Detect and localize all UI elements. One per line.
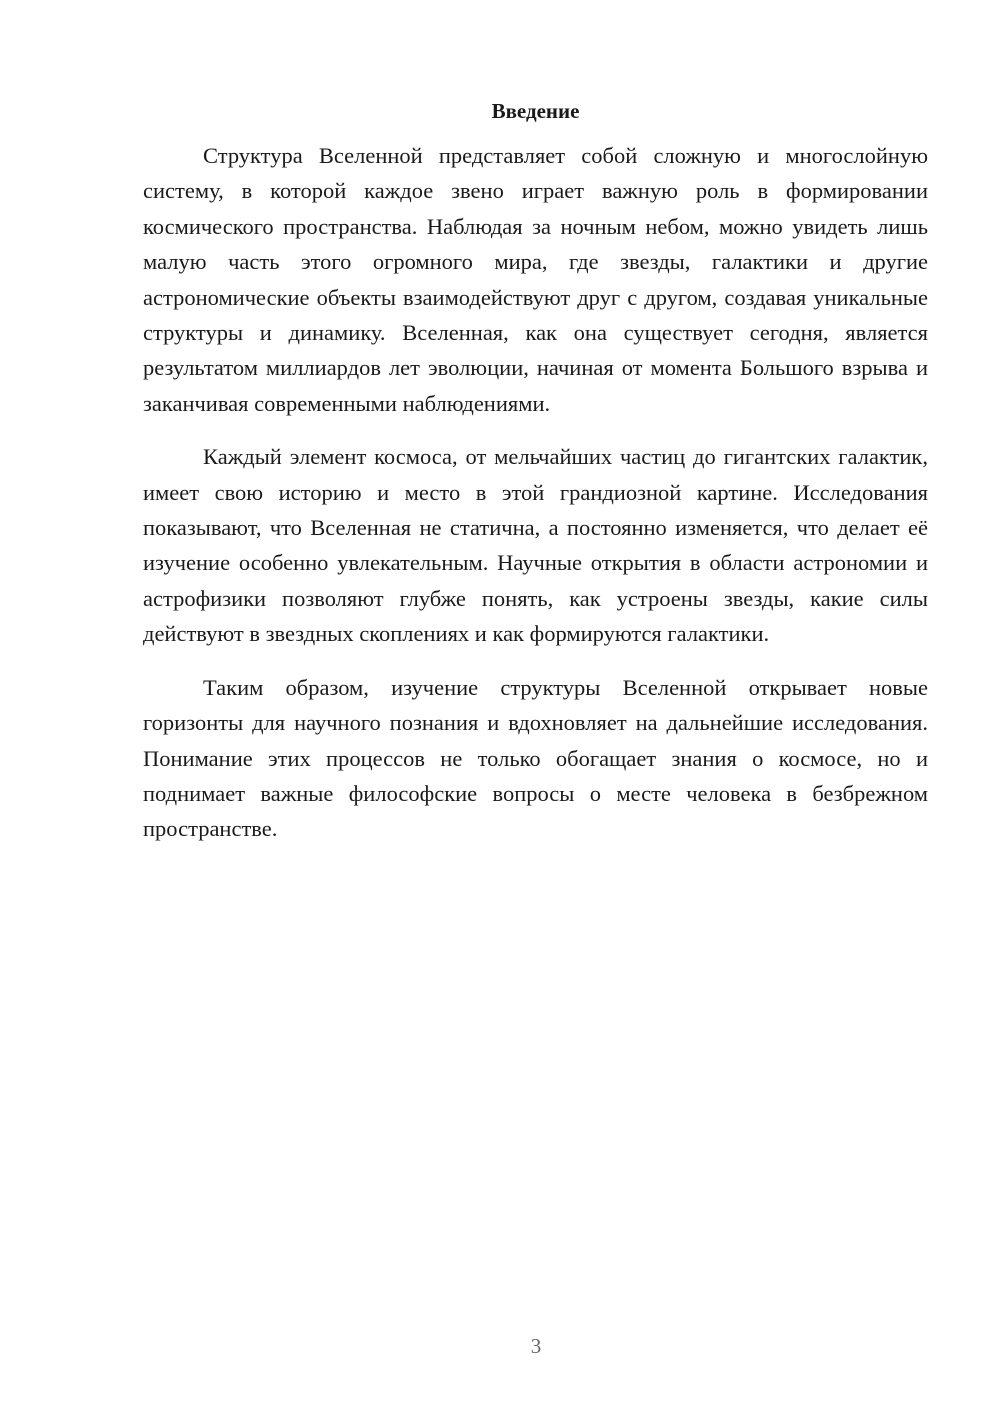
page-number: 3 (530, 1334, 542, 1358)
paragraph-2: Каждый элемент космоса, от мельчайших частиц до гигантских галактик, имеет свою историю и место в этой грандиозной картине. Исследования показывают, что Вселенная не статична, а постоянно изменяется, что делает её изучение особенно увлекательным. Научные открытия в области астрономии и астрофизики позволяют глубже понять, как устроены звезды, какие силы действуют в звездных скоплениях и как формируются галактики. (143, 444, 928, 647)
page-content (143, 96, 928, 847)
section-heading: Введение (491, 99, 580, 123)
paragraph-3: Таким образом, изучение структуры Вселенной открывает новые горизонты для научного познания и вдохновляет на дальнейшие исследования. Понимание этих процессов не только обогащает знания о космосе, но и поднимает важные философские вопросы о месте человека в безбрежном пространстве. (143, 674, 928, 842)
paragraph-1: Структура Вселенной представляет собой сложную и многослойную систему, в которой каждое звено играет важную роль в формировании космического пространства. Наблюдая за ночным небом, можно увидеть лишь малую часть этого огромного мира, где звезды, галактики и другие астрономические объекты взаимодействуют друг с другом, создавая уникальные структуры и динамику. Вселенная, как она существует сегодня, является результатом миллиардов лет эволюции, начиная от момента Большого взрыва и заканчивая современными наблюдениями. (143, 143, 928, 416)
